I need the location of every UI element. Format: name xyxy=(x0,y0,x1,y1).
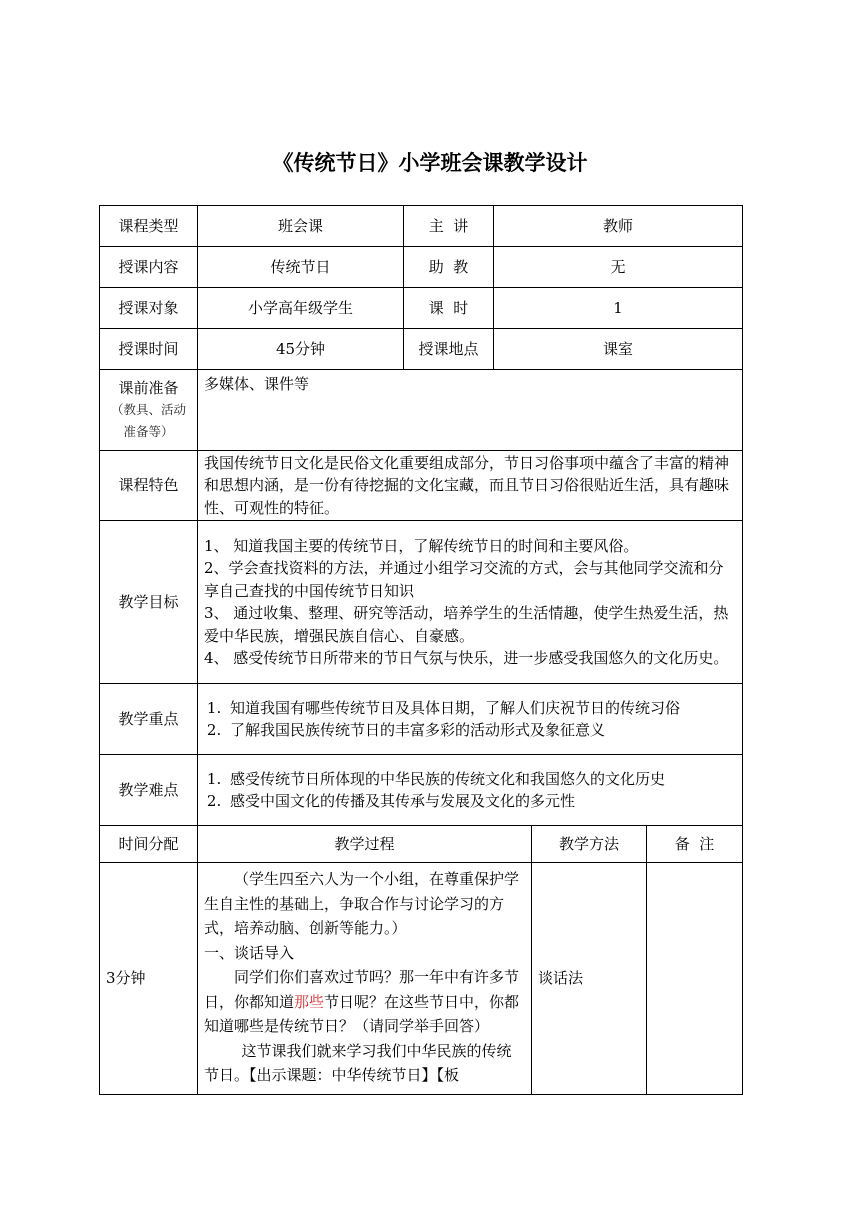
lesson-plan-table xyxy=(99,205,743,1095)
label-location: 授课地点 xyxy=(404,329,494,370)
row-key-points xyxy=(100,684,743,755)
value-location: 课室 xyxy=(494,329,743,370)
value-assistant: 无 xyxy=(494,247,743,288)
label-lecturer: 主 讲 xyxy=(404,206,494,247)
process-notes xyxy=(647,863,743,1095)
label-course-type: 课程类型 xyxy=(100,206,198,247)
key-point-item: 1. 知道我国有哪些传统节日及具体日期，了解人们庆祝节日的传统习俗 xyxy=(226,697,736,720)
para1-text-a: 同学们你们喜欢过节吗？那一年中有许多节日，你都知道 xyxy=(204,968,520,1011)
label-assistant: 助 教 xyxy=(404,247,494,288)
difficulty-item: 1. 感受传统节日所体现的中华民族的传统文化和我国悠久的文化历史 xyxy=(226,768,736,791)
row-audience xyxy=(100,288,743,329)
label-audience: 授课对象 xyxy=(100,288,198,329)
process-time: 3分钟 xyxy=(100,863,198,1095)
value-periods: 1 xyxy=(494,288,743,329)
difficulties-list xyxy=(198,755,743,826)
process-content xyxy=(198,863,532,1095)
document-title: 《传统节日》小学班会课教学设计 xyxy=(272,151,588,175)
label-periods: 课 时 xyxy=(404,288,494,329)
header-method: 教学方法 xyxy=(532,826,647,863)
key-points-list xyxy=(198,684,743,755)
goal-item: 1、 知道我国主要的传统节日，了解传统节日的时间和主要风俗。 xyxy=(204,536,639,555)
goals-list xyxy=(198,521,743,684)
label-time: 授课时间 xyxy=(100,329,198,370)
difficulty-item: 2. 感受中国文化的传播及其传承与发展及文化的多元性 xyxy=(226,790,736,813)
row-content xyxy=(100,247,743,288)
label-features: 课程特色 xyxy=(100,451,198,521)
header-process: 教学过程 xyxy=(198,826,532,863)
row-difficulties xyxy=(100,755,743,826)
prep-label: 课前准备 xyxy=(118,379,179,397)
label-prep xyxy=(100,370,198,451)
row-course-type xyxy=(100,206,743,247)
process-paragraph-2: 这节课我们就来学习我们中华民族的传统节日。【出示课题：中华传统节日】【板 xyxy=(204,1041,512,1084)
row-features xyxy=(100,451,743,521)
prep-sublabel: （教具、活动准备等） xyxy=(110,402,186,439)
value-course-type: 班会课 xyxy=(198,206,404,247)
goal-item: 2、学会查找资料的方法，并通过小组学习交流的方式，会与其他同学交流和分享自己查找的中国传统节日知识 xyxy=(204,559,724,600)
process-intro-note: （学生四至六人为一个小组，在尊重保护学生自主性的基础上，争取合作与讨论学习的方式，培养动脑、创新等能力。） xyxy=(204,870,520,937)
value-features: 我国传统节日文化是民俗文化重要组成部分，节日习俗事项中蕴含了丰富的精神和思想内涵，是一份有待挖掘的文化宝藏，而且节日习俗很贴近生活，具有趣味性、可观性的特征。 xyxy=(198,451,743,521)
label-content: 授课内容 xyxy=(100,247,198,288)
row-process xyxy=(100,863,743,1095)
row-process-header xyxy=(100,826,743,863)
process-paragraph-1 xyxy=(204,965,525,1039)
value-time: 45分钟 xyxy=(198,329,404,370)
label-key-points: 教学重点 xyxy=(100,684,198,755)
para1-highlight: 那些 xyxy=(294,992,325,1011)
row-time xyxy=(100,329,743,370)
goal-item: 4、 感受传统节日所带来的节日气氛与快乐，进一步感受我国悠久的文化历史。 xyxy=(204,649,729,667)
key-point-item: 2. 了解我国民族传统节日的丰富多彩的活动形式及象征意义 xyxy=(226,719,736,742)
value-lecturer: 教师 xyxy=(494,206,743,247)
process-section-title: 一、谈话导入 xyxy=(204,943,295,962)
header-notes: 备 注 xyxy=(647,826,743,863)
value-prep: 多媒体、课件等 xyxy=(198,370,743,451)
value-content: 传统节日 xyxy=(198,247,404,288)
row-prep xyxy=(100,370,743,451)
label-goals: 教学目标 xyxy=(100,521,198,684)
label-difficulties: 教学难点 xyxy=(100,755,198,826)
para1-text-b: 节日呢？在这些节日中，你都知道哪些是传统节日？（请同学举手回答） xyxy=(204,992,520,1035)
goal-item: 3、 通过收集、整理、研究等活动，培养学生的生活情趣，使学生热爱生活，热爱中华民族，增强民族自信心、自豪感。 xyxy=(204,604,729,645)
header-time: 时间分配 xyxy=(100,826,198,863)
process-method: 谈话法 xyxy=(532,863,647,1095)
value-audience: 小学高年级学生 xyxy=(198,288,404,329)
row-goals xyxy=(100,521,743,684)
